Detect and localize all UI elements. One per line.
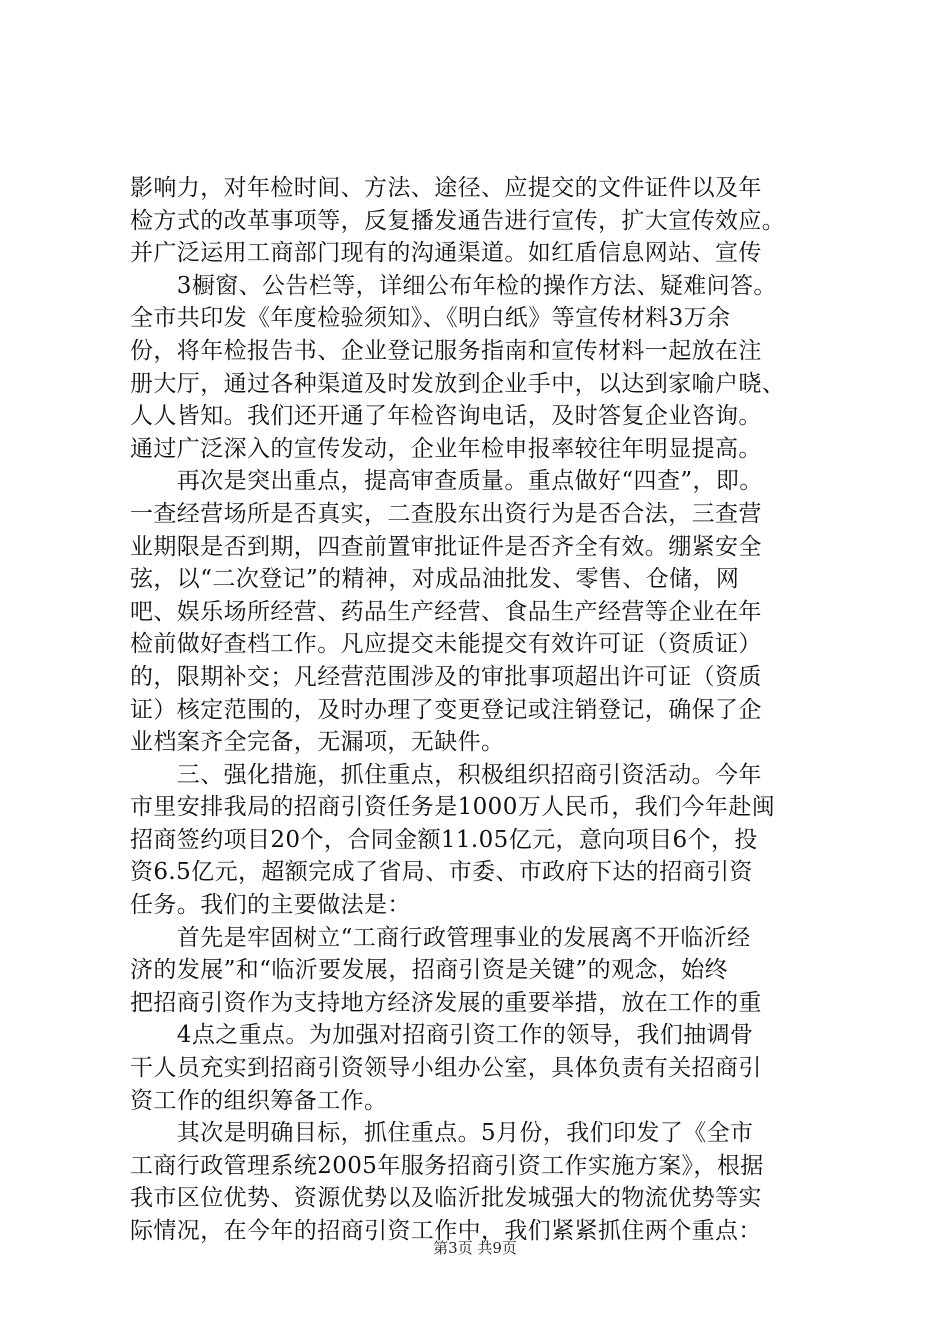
text-line: 干人员充实到招商引资领导小组办公室，具体负责有关招商引 xyxy=(130,1055,762,1082)
text-line: 证）核定范围的，及时办理了变更登记或注销登记，确保了企 xyxy=(130,696,762,723)
text-line: 际情况，在今年的招商引资工作中，我们紧紧抓住两个重点： xyxy=(130,1218,762,1244)
text-line: 三、强化措施，抓住重点，积极组织招商引资活动。今年 xyxy=(130,761,762,788)
text-line: 济的发展”和“临沂要发展，招商引资是关键”的观念，始终 xyxy=(130,957,729,984)
text-line: 检方式的改革事项等，反复播发通告进行宣传，扩大宣传效应。 xyxy=(130,207,786,234)
text-line: 册大厅，通过各种渠道及时发放到企业手中，以达到家喻户晓、 xyxy=(130,370,786,397)
text-line: 再次是突出重点，提高审查质量。重点做好“四查”，即。 xyxy=(130,468,763,495)
text-line: 把招商引资作为支持地方经济发展的重要举措，放在工作的重 xyxy=(130,989,762,1016)
text-line: 市里安排我局的招商引资任务是1000万人民币，我们今年赴闽 xyxy=(130,794,776,821)
page-number-footer: 第3页 共9页 xyxy=(433,1239,517,1257)
text-line: 弦，以“二次登记”的精神，对成品油批发、零售、仓储，网 xyxy=(130,566,740,593)
text-line: 首先是牢固树立“工商行政管理事业的发展离不开临沂经 xyxy=(130,924,751,951)
text-line: 4点之重点。为加强对招商引资工作的领导，我们抽调骨 xyxy=(130,1022,754,1049)
text-line: 人人皆知。我们还开通了年检咨询电话，及时答复企业咨询。 xyxy=(130,403,762,430)
text-line: 任务。我们的主要做法是： xyxy=(130,892,411,919)
text-line: 全市共印发《年度检验须知》、《明白纸》等宣传材料3万余 xyxy=(130,305,731,332)
text-line: 检前做好查档工作。凡应提交未能提交有效许可证（资质证） xyxy=(130,631,762,658)
text-line: 资工作的组织筹备工作。 xyxy=(130,1087,388,1114)
text-line: 并广泛运用工商部门现有的沟通渠道。如红盾信息网站、宣传 xyxy=(130,240,762,267)
text-line: 资6.5亿元，超额完成了省局、市委、市政府下达的招商引资 xyxy=(130,859,753,886)
text-line: 一查经营场所是否真实，二查股东出资行为是否合法，三查营 xyxy=(130,500,762,527)
text-line: 工商行政管理系统2005年服务招商引资工作实施方案》，根据 xyxy=(130,1152,764,1179)
text-line: 份，将年检报告书、企业登记服务指南和宣传材料一起放在注 xyxy=(130,337,762,364)
text-line: 的，限期补交；凡经营范围涉及的审批事项超出许可证（资质 xyxy=(130,663,762,690)
text-line: 业档案齐全完备，无漏项，无缺件。 xyxy=(130,729,505,756)
text-line: 业期限是否到期，四查前置审批证件是否齐全有效。绷紧安全 xyxy=(130,533,762,560)
text-line: 影响力，对年检时间、方法、途径、应提交的文件证件以及年 xyxy=(130,175,762,201)
text-line: 3橱窗、公告栏等，详细公布年检的操作方法、疑难问答。 xyxy=(130,272,777,299)
text-line: 招商签约项目20个，合同金额11.05亿元，意向项目6个，投 xyxy=(130,826,758,853)
text-line: 吧、娱乐场所经营、药品生产经营、食品生产经营等企业在年 xyxy=(130,598,762,625)
body-text xyxy=(130,172,850,1248)
text-line: 其次是明确目标，抓住重点。5月份，我们印发了《全市 xyxy=(130,1120,754,1147)
text-line: 我市区位优势、资源优势以及临沂批发城强大的物流优势等实 xyxy=(130,1185,762,1212)
text-line: 通过广泛深入的宣传发动，企业年检申报率较往年明显提高。 xyxy=(130,435,762,462)
